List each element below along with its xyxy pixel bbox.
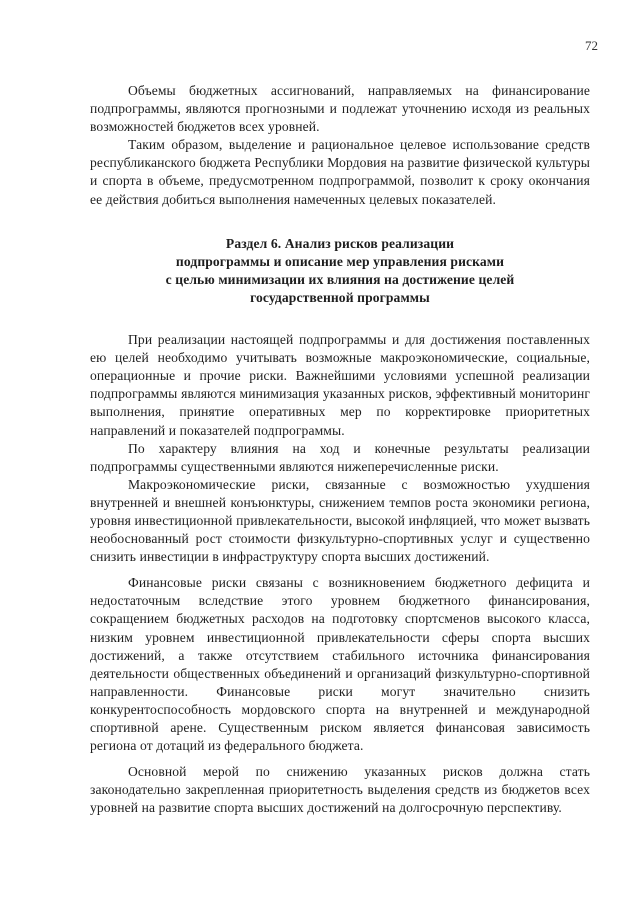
section-heading-line: с целью минимизации их влияния на достижение целей — [165, 271, 515, 287]
paragraph-risk-mitigation: Основной мерой по снижению указанных рисков должна стать законодательно закрепленная приоритетность выделения средств из бюджетов всех уровней на развитие спорта высших достижений на долгосрочную перспективу. — [90, 764, 590, 816]
section-heading-line: Раздел 6. Анализ рисков реализации — [225, 235, 455, 251]
section-heading — [90, 235, 590, 307]
paragraph-budget-usage: Таким образом, выделение и рациональное целевое использование средств республиканского бюджета Республики Мордовия на развитие физической культуры и спорта в объеме, предусмотренном подпрограммой, позволит к сроку окончания ее действия добиться выполнения намеченных целевых показателей. — [90, 137, 590, 207]
paragraph-budget-allocations: Объемы бюджетных ассигнований, направляемых на финансирование подпрограммы, являются прогнозными и подлежат уточнению исходя из реальных возможностей бюджетов всех уровней. — [90, 83, 590, 135]
section-heading-line: государственной программы — [250, 289, 430, 305]
page-number: 72 — [585, 38, 598, 53]
document-body — [90, 82, 590, 817]
paragraph-financial-risks: Финансовые риски связаны с возникновением бюджетного дефицита и недостаточным вследствие этого уровнем бюджетного финансирования, сокращением бюджетных расходов на подготовку спортсменов высокого класса, низким уровнем инвестиционной привлекательности сферы спорта высших достижений, а также отсутствием стабильного источника финансирования деятельности общественных объединений и организаций физкультурно-спортивной направленности. Финансовые риски могут значительно снизить конкурентоспособность мордовского спорта на внутренней и международной спортивной арене. Существенным риском является финансовая зависимость региона от дотаций из федерального бюджета. — [90, 575, 590, 754]
paragraph-risks-intro: При реализации настоящей подпрограммы и для достижения поставленных ею целей необходимо учитывать возможные макроэкономические, социальные, операционные и прочие риски. Важнейшими условиями успешной реализации подпрограммы являются минимизация указанных рисков, эффективный мониторинг выполнения, принятие оперативных мер по корректировке приоритетных направлений и показателей подпрограммы. — [90, 332, 590, 438]
paragraph-risks-list-intro: По характеру влияния на ход и конечные результаты реализации подпрограммы существенными являются нижеперечисленные риски. — [90, 440, 590, 474]
paragraph-macroeconomic-risks: Макроэкономические риски, связанные с возможностью ухудшения внутренней и внешней конъюнктуры, снижением темпов роста экономики региона, уровня инвестиционной привлекательности, высокой инфляцией, что может вызвать необоснованный рост стоимости физкультурно-спортивных услуг и существенно снизить инвестиции в инфраструктуру спорта высших достижений. — [90, 476, 590, 565]
section-heading-line: подпрограммы и описание мер управления рисками — [175, 253, 505, 269]
